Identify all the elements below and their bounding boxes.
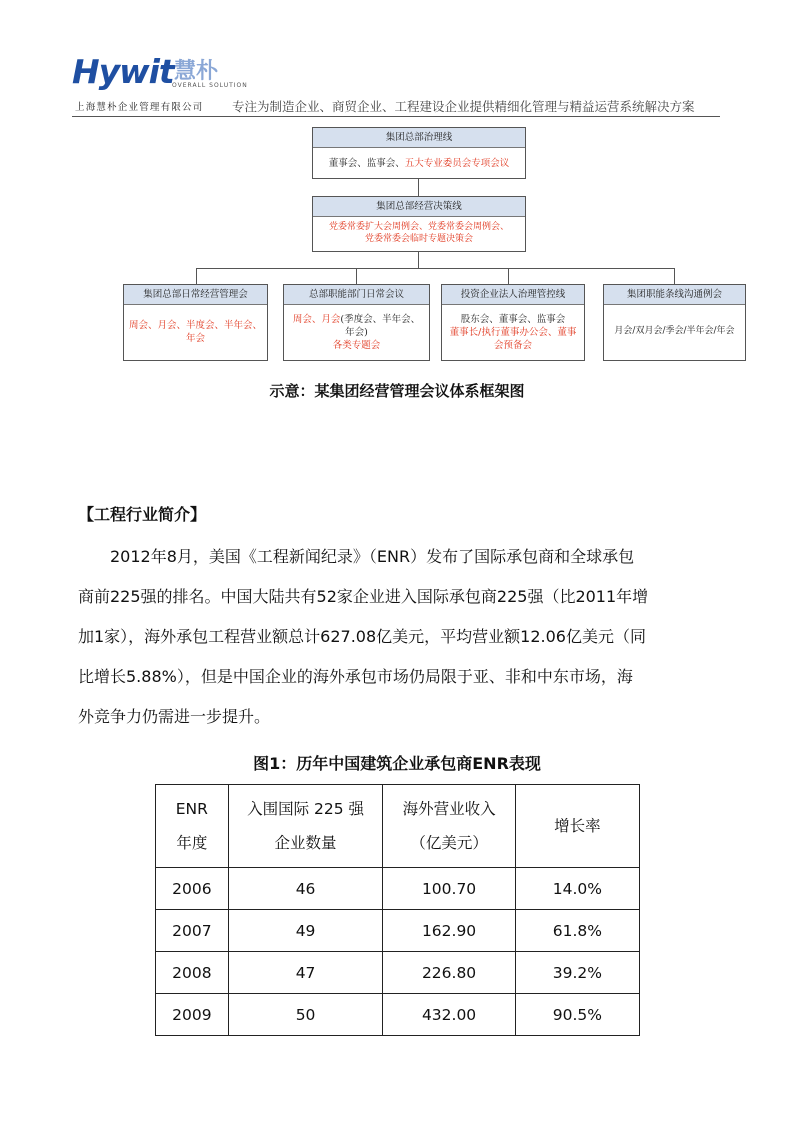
table-row [156, 868, 640, 910]
table-row [156, 952, 640, 994]
table-cell: 2009 [156, 994, 229, 1036]
paragraph-line: 加1家），海外承包工程营业额总计627.08亿美元，平均营业额12.06亿美元（同 [78, 627, 646, 646]
org-box-daily-operations [123, 284, 268, 361]
paragraph-line: 2012年8月，美国《工程新闻纪录》（ENR）发布了国际承包商和全球承包 [110, 547, 635, 566]
connector-line [674, 268, 675, 284]
table-cell: 46 [228, 868, 383, 910]
paragraph-line: 外竞争力仍需进一步提升。 [78, 707, 271, 726]
org-box-text: 党委常委会临时专题决策会 [364, 234, 473, 244]
paragraph-line: 商前225强的排名。中国大陆共有52家企业进入国际承包商225强（比2011年增 [78, 587, 649, 606]
org-box-text: 周会、月会、半度会、半年会、 [128, 320, 262, 331]
org-box-text: 股东会、董事会、监事会 [460, 314, 566, 325]
table-cell: 39.2% [515, 952, 639, 994]
org-box-text: (季度会、半年会、 [340, 314, 421, 325]
org-box-text-highlight: 董事长/执行董事办公会、董事 [449, 327, 577, 338]
table-cell: 50 [228, 994, 383, 1036]
table-cell: 2007 [156, 910, 229, 952]
header-slogan: 专注为制造企业、商贸企业、工程建设企业提供精细化管理与精益运营系统解决方案 [232, 99, 695, 114]
connector-line [196, 268, 674, 269]
table-header-cell: 入围国际 225 强 企业数量 [228, 785, 383, 868]
table-cell: 226.80 [383, 952, 515, 994]
org-box-investment-governance [441, 284, 585, 361]
logo-wordmark: Hywit [72, 52, 174, 91]
org-box-text: 党委常委扩大会周例会、党委常委会周例会、 [328, 222, 509, 232]
company-logo [72, 52, 248, 92]
table-cell: 2008 [156, 952, 229, 994]
org-box-text: 年会 [185, 333, 205, 344]
org-box-text-highlight: 周会、月会 [292, 314, 341, 325]
table-cell: 49 [228, 910, 383, 952]
table-header-row [156, 785, 640, 868]
org-box-title: 总部职能部门日常会议 [284, 285, 429, 305]
paragraph-line: 比增长5.88%），但是中国企业的海外承包市场仍局限于亚、非和中东市场，海 [78, 667, 633, 686]
org-box-text-highlight: 五大专业委员会专项会议 [404, 158, 510, 169]
table-cell: 2006 [156, 868, 229, 910]
section-heading: 【工程行业简介】 [78, 505, 207, 524]
connector-line [418, 179, 419, 196]
figure-caption: 示意：某集团经营管理会议体系框架图 [269, 382, 525, 400]
org-box-title: 集团总部治理线 [313, 128, 525, 148]
table-row [156, 994, 640, 1036]
connector-line [418, 252, 419, 268]
table-header-cell: 增长率 [515, 785, 639, 868]
org-box-functional-departments [283, 284, 430, 361]
org-box-functional-communication [603, 284, 746, 361]
org-box-governance [312, 127, 526, 179]
org-box-title: 集团总部日常经营管理会 [124, 285, 267, 305]
table-cell: 47 [228, 952, 383, 994]
org-box-text: 年会) [345, 327, 368, 338]
org-box-text-highlight: 会预备会 [493, 340, 532, 351]
org-box-title: 集团总部经营决策线 [313, 197, 525, 217]
connector-line [196, 268, 197, 284]
company-name: 上海慧朴企业管理有限公司 [75, 102, 204, 113]
org-box-text: 月会/双月会/季会/半年会/年会 [614, 326, 735, 336]
org-box-title: 投资企业法人治理管控线 [442, 285, 584, 305]
table-title: 图1：历年中国建筑企业承包商ENR表现 [253, 754, 541, 773]
table-cell: 14.0% [515, 868, 639, 910]
table-header-cell: 海外营业收入 （亿美元） [383, 785, 515, 868]
table-row [156, 910, 640, 952]
table-cell: 162.90 [383, 910, 515, 952]
table-cell: 61.8% [515, 910, 639, 952]
logo-tagline: OVERALL SOLUTION [172, 82, 248, 89]
org-box-text: 董事会、监事会、 [328, 158, 405, 169]
table-cell: 90.5% [515, 994, 639, 1036]
header-divider [72, 116, 720, 117]
table-header-cell: ENR 年度 [156, 785, 229, 868]
org-box-text-highlight: 各类专题会 [332, 340, 381, 351]
table-cell: 432.00 [383, 994, 515, 1036]
logo-chinese: 慧朴 [174, 59, 219, 84]
table-cell: 100.70 [383, 868, 515, 910]
enr-performance-table [155, 784, 640, 1036]
org-box-decision [312, 196, 526, 252]
connector-line [356, 268, 357, 284]
connector-line [508, 268, 509, 284]
org-box-title: 集团职能条线沟通例会 [604, 285, 745, 305]
